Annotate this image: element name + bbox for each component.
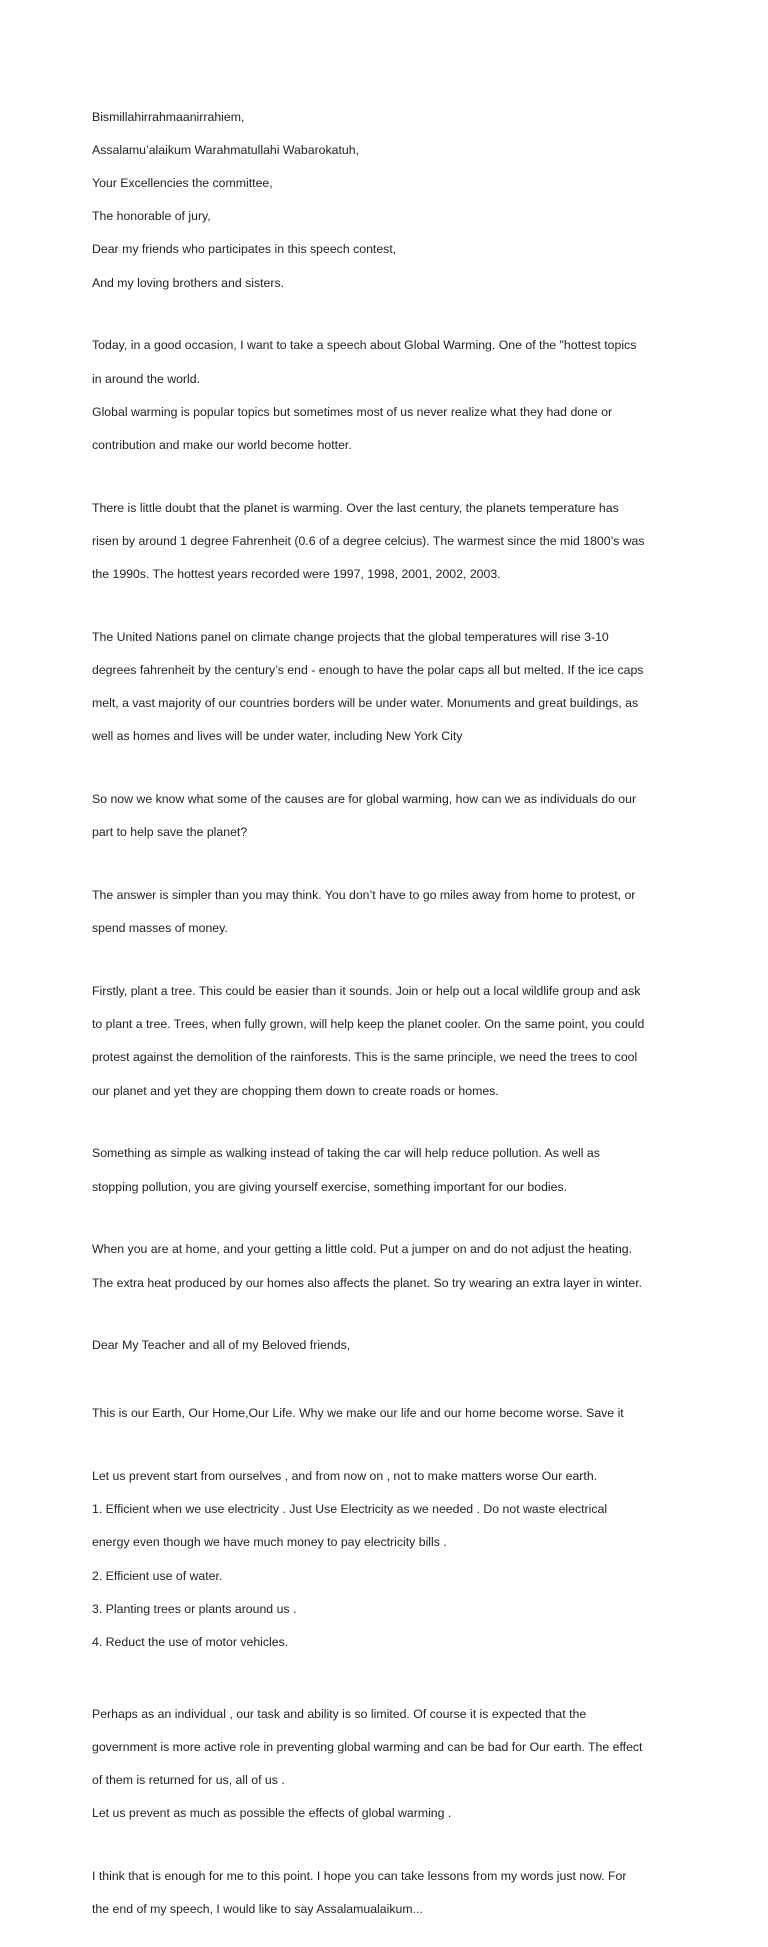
intro-line: contribution and make our world become hotter. [92, 437, 352, 452]
question-line: So now we know what some of the causes are for global warming, how can we as individuals do our [92, 792, 637, 807]
un-panel-line: degrees fahrenheit by the century’s end - enough to have the polar caps all but melted. If the ice caps [92, 663, 644, 677]
firstly-line: Firstly, plant a tree. This could be easier than it sounds. Join or help out a local wildlife group and ask [92, 984, 641, 999]
prevent-line: energy even though we have much money to pay electricity bills . [92, 1535, 447, 1550]
answer-line: The answer is simpler than you may think. You don’t have to go miles away from home to protest, or [92, 888, 636, 903]
firstly-paragraph [92, 967, 682, 1116]
prevent-line: 2. Efficient use of water. [92, 1568, 223, 1583]
prevent-line: 3. Planting trees or plants around us . [92, 1601, 297, 1616]
un-panel-line: The United Nations panel on climate change projects that the global temperatures will rise 3-10 [92, 629, 609, 644]
answer-paragraph [92, 871, 682, 954]
answer-line: spend masses of money. [92, 921, 228, 936]
teacher-line: Dear My Teacher and all of my Beloved friends, [92, 1338, 351, 1353]
warming-line: the 1990s. The hottest years recorded were 1997, 1998, 2001, 2002, 2003. [92, 567, 501, 582]
prevent-line: 1. Efficient when we use electricity . Just Use Electricity as we needed . Do not waste electrical [92, 1502, 608, 1517]
question-line: part to help save the planet? [92, 825, 248, 840]
individual-line: Let us prevent as much as possible the effects of global warming . [92, 1806, 452, 1821]
greeting-line: And my loving brothers and sisters. [92, 275, 285, 290]
walking-line: stopping pollution, you are giving yourself exercise, something important for our bodies. [92, 1179, 568, 1194]
greeting-line: Bismillahirrahmaanirrahiem, [92, 109, 245, 124]
firstly-line: our planet and yet they are chopping them down to create roads or homes. [92, 1083, 499, 1098]
greeting-line: Dear my friends who participates in this speech contest, [92, 242, 397, 257]
walking-paragraph [92, 1129, 682, 1212]
prevent-paragraph [92, 1451, 682, 1667]
closing-line: I think that is enough for me to this point. I hope you can take lessons from my words just now. For [92, 1869, 627, 1883]
teacher-paragraph [92, 1321, 682, 1371]
greeting-line: The honorable of jury, [92, 209, 211, 224]
intro-line: Today, in a good occasion, I want to take a speech about Global Warming. One of the "hottest topics [92, 338, 637, 353]
earth-line: This is our Earth, Our Home,Our Life. Why we make our life and our home become worse. Save it [92, 1406, 624, 1421]
closing-paragraph [92, 1851, 682, 1934]
greeting-line: Your Excellencies the committee, [92, 175, 273, 190]
individual-line: Perhaps as an individual , our task and ability is so limited. Of course it is expected that the [92, 1706, 587, 1721]
greeting-paragraph [92, 92, 682, 308]
un-panel-line: well as homes and lives will be under water, including New York City [92, 729, 463, 744]
closing-line: the end of my speech, I would like to say Assalamualaikum... [92, 1902, 423, 1917]
firstly-line: to plant a tree. Trees, when fully grown, will help keep the planet cooler. On the same point, you could [92, 1017, 645, 1032]
prevent-line: 4. Reduct the use of motor vehicles. [92, 1634, 289, 1649]
prevent-line: Let us prevent start from ourselves , and from now on , not to make matters worse Our earth. [92, 1468, 598, 1483]
warming-line: risen by around 1 degree Fahrenheit (0.6 of a degree celcius). The warmest since the mid 1800’s was [92, 533, 645, 548]
firstly-line: protest against the demolition of the rainforests. This is the same principle, we need the trees to cool [92, 1050, 638, 1065]
home-line: The extra heat produced by our homes also affects the planet. So try wearing an extra layer in winter. [92, 1275, 643, 1290]
warming-paragraph [92, 483, 682, 599]
question-paragraph [92, 775, 682, 858]
un-panel-line: melt, a vast majority of our countries borders will be under water. Monuments and great buildings, as [92, 696, 639, 711]
individual-line: of them is returned for us, all of us . [92, 1773, 285, 1788]
warming-line: There is little doubt that the planet is warming. Over the last century, the planets temperature has [92, 500, 619, 515]
individual-paragraph [92, 1689, 682, 1838]
intro-line: in around the world. [92, 371, 201, 386]
home-paragraph [92, 1225, 682, 1308]
individual-line: government is more active role in preventing global warming and can be bad for Our earth. The effect [92, 1739, 643, 1754]
un-panel-paragraph [92, 612, 682, 761]
speech-document [92, 92, 682, 1947]
earth-paragraph [92, 1389, 682, 1439]
greeting-line: Assalamu’alaikum Warahmatullahi Wabarokatuh, [92, 142, 360, 157]
walking-line: Something as simple as walking instead of taking the car will help reduce pollution. As well as [92, 1146, 600, 1161]
home-line: When you are at home, and your getting a little cold. Put a jumper on and do not adjust the heating. [92, 1242, 633, 1257]
intro-paragraph [92, 321, 682, 470]
intro-line: Global warming is popular topics but sometimes most of us never realize what they had done or [92, 404, 613, 419]
